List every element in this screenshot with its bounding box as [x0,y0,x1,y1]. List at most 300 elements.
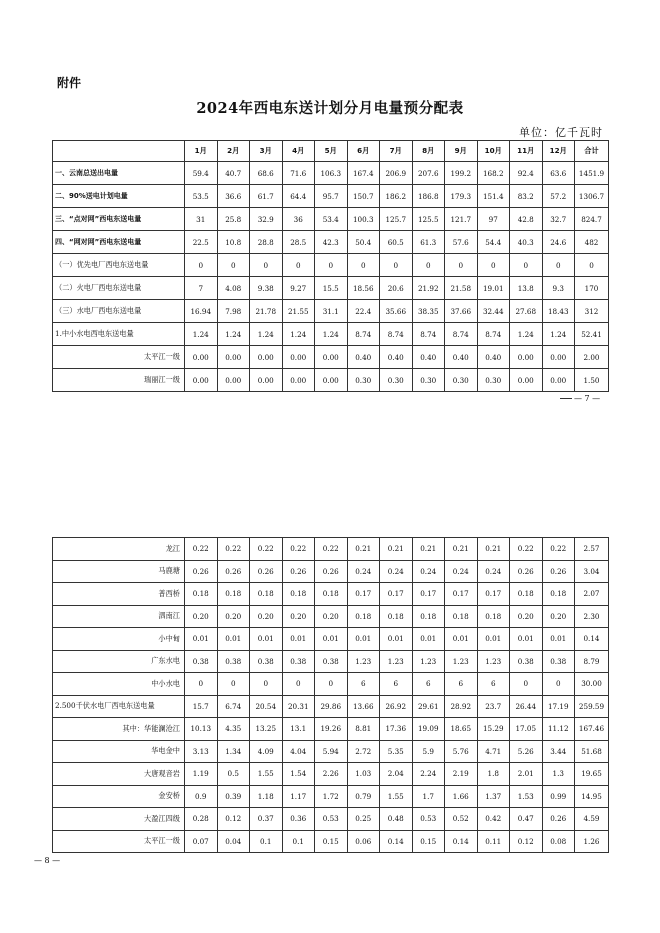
value-cell: 1.23 [477,650,510,673]
row-label: 其中：华能澜沧江 [53,718,185,741]
value-cell: 199.2 [445,162,478,185]
value-cell: 0.30 [412,369,445,392]
column-header: 10月 [477,141,510,162]
value-cell: 15.29 [477,718,510,741]
table-row [53,583,609,606]
value-cell: 4.35 [217,718,250,741]
value-cell: 0.38 [510,650,543,673]
table-row [53,560,609,583]
value-cell: 8.74 [347,323,380,346]
value-cell: 24.6 [542,231,575,254]
value-cell: 5.35 [380,740,413,763]
value-cell: 0.18 [217,583,250,606]
value-cell: 28.8 [250,231,283,254]
value-cell: 60.5 [380,231,413,254]
value-cell: 0.17 [380,583,413,606]
row-label: 2.500千伏水电厂西电东送电量 [53,695,185,718]
value-cell: 0.37 [250,808,283,831]
value-cell: 0.40 [380,346,413,369]
value-cell: 0.17 [412,583,445,606]
value-cell: 0 [282,254,315,277]
value-cell: 53.4 [315,208,348,231]
table-row [53,300,609,323]
column-header: 4月 [282,141,315,162]
value-cell: 0.79 [347,785,380,808]
value-cell: 83.2 [510,185,543,208]
value-cell: 5.76 [445,740,478,763]
value-cell: 57.2 [542,185,575,208]
value-cell: 0.20 [542,605,575,628]
value-cell: 71.6 [282,162,315,185]
value-cell: 13.25 [250,718,283,741]
value-cell: 2.04 [380,763,413,786]
value-cell: 6 [412,673,445,696]
value-cell: 0.01 [250,628,283,651]
value-cell: 0.01 [217,628,250,651]
row-label: 太平江一级 [53,346,185,369]
value-cell: 0.21 [445,538,478,561]
value-cell: 0 [510,673,543,696]
value-cell: 21.92 [412,277,445,300]
value-cell: 1306.7 [575,185,609,208]
table-row [53,185,609,208]
value-cell: 13.66 [347,695,380,718]
header-row [53,141,609,162]
row-label: 华电金中 [53,740,185,763]
value-cell: 1.55 [380,785,413,808]
value-cell: 0.21 [347,538,380,561]
column-header: 6月 [347,141,380,162]
value-cell: 0.20 [185,605,218,628]
value-cell: 1.8 [477,763,510,786]
value-cell: 0.9 [185,785,218,808]
value-cell: 16.94 [185,300,218,323]
value-cell: 8.74 [380,323,413,346]
value-cell: 0.18 [315,583,348,606]
value-cell: 19.26 [315,718,348,741]
value-cell: 38.35 [412,300,445,323]
column-header: 1月 [185,141,218,162]
value-cell: 10.8 [217,231,250,254]
page-title: 2024年西电东送计划分月电量预分配表 [196,100,464,117]
value-cell: 1.19 [185,763,218,786]
value-cell: 17.36 [380,718,413,741]
table-row [53,323,609,346]
value-cell: 0.18 [347,605,380,628]
value-cell: 7.98 [217,300,250,323]
value-cell: 1.34 [217,740,250,763]
value-cell: 0.24 [380,560,413,583]
value-cell: 52.41 [575,323,609,346]
value-cell: 0.38 [250,650,283,673]
row-label: 龙江 [53,538,185,561]
value-cell: 0.1 [250,830,283,853]
value-cell: 0.30 [477,369,510,392]
value-cell: 0.14 [575,628,609,651]
value-cell: 312 [575,300,609,323]
value-cell: 1.24 [315,323,348,346]
value-cell: 1.55 [250,763,283,786]
value-cell: 0.01 [542,628,575,651]
value-cell: 18.56 [347,277,380,300]
row-label: 三、“点对网”西电东送电量 [53,208,185,231]
table-row [53,830,609,853]
value-cell: 0.00 [185,369,218,392]
value-cell: 3.04 [575,560,609,583]
value-cell: 18.43 [542,300,575,323]
value-cell: 14.95 [575,785,609,808]
value-cell: 21.58 [445,277,478,300]
column-header: 3月 [250,141,283,162]
value-cell: 0.01 [315,628,348,651]
value-cell: 0.00 [217,369,250,392]
value-cell: 6 [445,673,478,696]
value-cell: 1.54 [282,763,315,786]
value-cell: 0.11 [477,830,510,853]
value-cell: 95.7 [315,185,348,208]
value-cell: 0.04 [217,830,250,853]
value-cell: 0 [412,254,445,277]
value-cell: 0.30 [380,369,413,392]
value-cell: 0.21 [477,538,510,561]
value-cell: 0.20 [510,605,543,628]
value-cell: 0.18 [542,583,575,606]
row-label: 小中甸 [53,628,185,651]
value-cell: 53.5 [185,185,218,208]
value-cell: 1.17 [282,785,315,808]
value-cell: 54.4 [477,231,510,254]
value-cell: 32.44 [477,300,510,323]
value-cell: 2.07 [575,583,609,606]
header-corner [53,141,185,162]
column-header: 2月 [217,141,250,162]
value-cell: 36 [282,208,315,231]
value-cell: 0.21 [380,538,413,561]
value-cell: 0.36 [282,808,315,831]
row-label: 1.中小水电西电东送电量 [53,323,185,346]
page-number-8: — 8 — [34,856,61,865]
value-cell: 0.48 [380,808,413,831]
row-label: 四、“网对网”西电东送电量 [53,231,185,254]
value-cell: 0.22 [185,538,218,561]
value-cell: 1451.9 [575,162,609,185]
value-cell: 1.23 [445,650,478,673]
value-cell: 0.40 [445,346,478,369]
value-cell: 51.68 [575,740,609,763]
row-label: 泗南江 [53,605,185,628]
value-cell: 8.74 [445,323,478,346]
table-row [53,162,609,185]
value-cell: 2.00 [575,346,609,369]
value-cell: 170 [575,277,609,300]
value-cell: 28.5 [282,231,315,254]
value-cell: 0.38 [185,650,218,673]
value-cell: 482 [575,231,609,254]
table-row [53,718,609,741]
value-cell: 26.92 [380,695,413,718]
value-cell: 0.15 [412,830,445,853]
value-cell: 186.2 [380,185,413,208]
value-cell: 2.24 [412,763,445,786]
value-cell: 15.5 [315,277,348,300]
unit-label: 单位：亿千瓦时 [519,126,603,139]
value-cell: 151.4 [477,185,510,208]
value-cell: 30.00 [575,673,609,696]
value-cell: 32.7 [542,208,575,231]
value-cell: 92.4 [510,162,543,185]
value-cell: 0.25 [347,808,380,831]
value-cell: 1.7 [412,785,445,808]
value-cell: 0 [542,673,575,696]
value-cell: 0.24 [412,560,445,583]
value-cell: 0.00 [185,346,218,369]
value-cell: 0.26 [542,808,575,831]
value-cell: 1.53 [510,785,543,808]
value-cell: 1.37 [477,785,510,808]
table-row [53,208,609,231]
value-cell: 15.7 [185,695,218,718]
value-cell: 28.92 [445,695,478,718]
value-cell: 25.8 [217,208,250,231]
value-cell: 23.7 [477,695,510,718]
value-cell: 0 [282,673,315,696]
value-cell: 0 [185,254,218,277]
value-cell: 0.00 [315,369,348,392]
value-cell: 4.59 [575,808,609,831]
value-cell: 97 [477,208,510,231]
table-row [53,346,609,369]
value-cell: 42.8 [510,208,543,231]
value-cell: 6.74 [217,695,250,718]
value-cell: 1.24 [510,323,543,346]
column-header: 合计 [575,141,609,162]
value-cell: 0.40 [477,346,510,369]
value-cell: 35.66 [380,300,413,323]
value-cell: 167.46 [575,718,609,741]
value-cell: 0.18 [185,583,218,606]
value-cell: 19.09 [412,718,445,741]
value-cell: 2.57 [575,538,609,561]
value-cell: 0.01 [412,628,445,651]
row-label: （三）水电厂西电东送电量 [53,300,185,323]
value-cell: 20.54 [250,695,283,718]
value-cell: 0.06 [347,830,380,853]
value-cell: 168.2 [477,162,510,185]
value-cell: 36.6 [217,185,250,208]
value-cell: 18.65 [445,718,478,741]
value-cell: 0.18 [282,583,315,606]
value-cell: 2.26 [315,763,348,786]
value-cell: 63.6 [542,162,575,185]
value-cell: 0.18 [250,583,283,606]
value-cell: 22.4 [347,300,380,323]
value-cell: 125.5 [412,208,445,231]
value-cell: 1.50 [575,369,609,392]
value-cell: 0.52 [445,808,478,831]
value-cell: 1.23 [380,650,413,673]
value-cell: 2.19 [445,763,478,786]
value-cell: 8.79 [575,650,609,673]
value-cell: 1.03 [347,763,380,786]
value-cell: 0.01 [347,628,380,651]
value-cell: 0.18 [412,605,445,628]
attachment-label: 附件 [57,76,82,90]
value-cell: 2.01 [510,763,543,786]
value-cell: 0 [217,254,250,277]
row-label: 普西桥 [53,583,185,606]
value-cell: 0.38 [315,650,348,673]
value-cell: 1.23 [412,650,445,673]
value-cell: 0 [542,254,575,277]
value-cell: 0.30 [445,369,478,392]
value-cell: 4.09 [250,740,283,763]
value-cell: 0.20 [282,605,315,628]
value-cell: 0 [217,673,250,696]
value-cell: 259.59 [575,695,609,718]
value-cell: 9.3 [542,277,575,300]
value-cell: 0.21 [412,538,445,561]
value-cell: 0.42 [477,808,510,831]
value-cell: 0.39 [217,785,250,808]
value-cell: 0.17 [347,583,380,606]
value-cell: 1.3 [542,763,575,786]
value-cell: 0.22 [315,538,348,561]
value-cell: 0.00 [542,346,575,369]
value-cell: 19.65 [575,763,609,786]
value-cell: 167.4 [347,162,380,185]
table-row [53,740,609,763]
value-cell: 0.00 [250,346,283,369]
table-row [53,254,609,277]
allocation-table-page-1 [52,140,609,392]
value-cell: 57.6 [445,231,478,254]
value-cell: 0.20 [217,605,250,628]
value-cell: 29.86 [315,695,348,718]
table-row [53,763,609,786]
column-header: 11月 [510,141,543,162]
value-cell: 106.3 [315,162,348,185]
value-cell: 1.72 [315,785,348,808]
value-cell: 0.00 [250,369,283,392]
value-cell: 0.1 [282,830,315,853]
value-cell: 0.14 [445,830,478,853]
row-label: 二、90%送电计划电量 [53,185,185,208]
value-cell: 0.18 [380,605,413,628]
value-cell: 20.6 [380,277,413,300]
value-cell: 0.17 [445,583,478,606]
value-cell: 0.18 [477,605,510,628]
value-cell: 0.22 [542,538,575,561]
value-cell: 179.3 [445,185,478,208]
value-cell: 824.7 [575,208,609,231]
value-cell: 8.74 [477,323,510,346]
value-cell: 0 [185,673,218,696]
value-cell: 0.15 [315,830,348,853]
value-cell: 0.01 [477,628,510,651]
row-label: 广东水电 [53,650,185,673]
value-cell: 0.28 [185,808,218,831]
value-cell: 21.55 [282,300,315,323]
column-header: 12月 [542,141,575,162]
table-row [53,277,609,300]
value-cell: 0.38 [282,650,315,673]
row-label: （一）优先电厂西电东送电量 [53,254,185,277]
value-cell: 1.24 [185,323,218,346]
value-cell: 20.31 [282,695,315,718]
value-cell: 13.1 [282,718,315,741]
value-cell: 0.01 [282,628,315,651]
table-row [53,695,609,718]
value-cell: 17.05 [510,718,543,741]
value-cell: 26.44 [510,695,543,718]
value-cell: 8.74 [412,323,445,346]
value-cell: 0.00 [510,369,543,392]
value-cell: 5.9 [412,740,445,763]
column-header: 9月 [445,141,478,162]
value-cell: 1.23 [347,650,380,673]
table-row [53,628,609,651]
row-label: （二）火电厂西电东送电量 [53,277,185,300]
value-cell: 0.24 [445,560,478,583]
value-cell: 40.3 [510,231,543,254]
value-cell: 0.22 [250,538,283,561]
value-cell: 0.00 [510,346,543,369]
value-cell: 22.5 [185,231,218,254]
table-row [53,605,609,628]
value-cell: 0.26 [217,560,250,583]
value-cell: 0 [250,254,283,277]
value-cell: 125.7 [380,208,413,231]
value-cell: 0.01 [445,628,478,651]
value-cell: 2.72 [347,740,380,763]
value-cell: 0.26 [315,560,348,583]
page-number-7: — 7 — [574,394,601,403]
value-cell: 27.68 [510,300,543,323]
row-label: 中小水电 [53,673,185,696]
table-row [53,538,609,561]
value-cell: 40.7 [217,162,250,185]
table-row [53,369,609,392]
value-cell: 0.00 [217,346,250,369]
value-cell: 0 [380,254,413,277]
value-cell: 0.40 [347,346,380,369]
value-cell: 1.26 [575,830,609,853]
value-cell: 9.38 [250,277,283,300]
value-cell: 1.66 [445,785,478,808]
value-cell: 0.00 [282,346,315,369]
value-cell: 50.4 [347,231,380,254]
value-cell: 11.12 [542,718,575,741]
value-cell: 0.17 [477,583,510,606]
table-row [53,673,609,696]
row-label: 大唐观音岩 [53,763,185,786]
value-cell: 0.40 [412,346,445,369]
value-cell: 0.5 [217,763,250,786]
value-cell: 0 [477,254,510,277]
value-cell: 0 [315,254,348,277]
value-cell: 1.24 [217,323,250,346]
value-cell: 0.26 [250,560,283,583]
allocation-table-page-2 [52,537,609,853]
value-cell: 29.61 [412,695,445,718]
row-label: 瑞丽江一级 [53,369,185,392]
table-row [53,231,609,254]
value-cell: 0.99 [542,785,575,808]
value-cell: 207.6 [412,162,445,185]
value-cell: 0.01 [185,628,218,651]
value-cell: 0.18 [510,583,543,606]
value-cell: 121.7 [445,208,478,231]
